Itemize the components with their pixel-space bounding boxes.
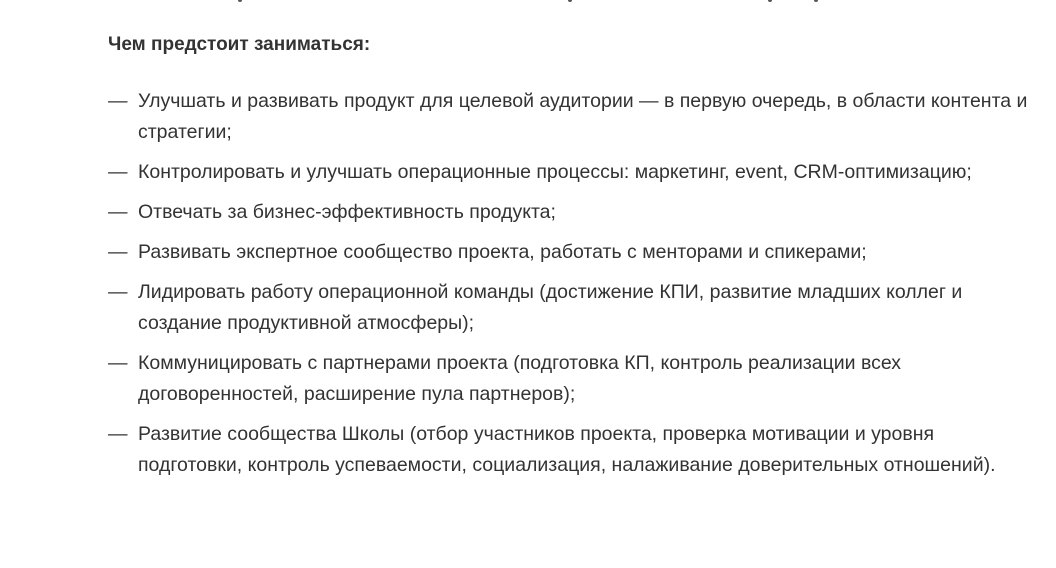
dash-bullet: —: [108, 241, 128, 263]
list-item: [108, 157, 1028, 188]
dash-bullet: —: [108, 161, 128, 183]
responsibilities-section: [108, 32, 1028, 490]
list-item-text: Улучшать и развивать продукт для целевой аудитории — в первую очередь, в области контента и стратегии;: [138, 90, 1028, 143]
list-item: [108, 86, 1028, 148]
list-item: [108, 197, 1028, 228]
dash-bullet: —: [108, 201, 128, 223]
dash-bullet: —: [108, 90, 128, 112]
responsibilities-list: [108, 86, 1028, 481]
list-item-text: Развитие сообщества Школы (отбор участников проекта, проверка мотивации и уровня подготовки, контроль успеваемости, социализация, налаживание доверительных отношений).: [138, 423, 996, 476]
list-item-text: Развивать экспертное сообщество проекта, работать с менторами и спикерами;: [138, 241, 867, 263]
list-item-text: Лидировать работу операционной команды (достижение КПИ, развитие младших коллег и создание продуктивной атмосферы);: [138, 281, 963, 334]
dash-bullet: —: [108, 281, 128, 303]
cropped-previous-text: [108, 0, 968, 4]
dash-bullet: —: [108, 352, 128, 374]
list-item: [108, 348, 1028, 410]
list-item: [108, 277, 1028, 339]
list-item-text: Коммуницировать с партнерами проекта (подготовка КП, контроль реализации всех договоренностей, расширение пула партнеров);: [138, 352, 902, 405]
section-title: Чем предстоит заниматься:: [108, 34, 371, 55]
list-item-text: Отвечать за бизнес-эффективность продукта;: [138, 201, 556, 223]
dash-bullet: —: [108, 423, 128, 445]
list-item: [108, 419, 1028, 481]
list-item-text: Контролировать и улучшать операционные процессы: маркетинг, event, CRM-оптимизацию;: [138, 161, 972, 183]
list-item: [108, 237, 1028, 268]
